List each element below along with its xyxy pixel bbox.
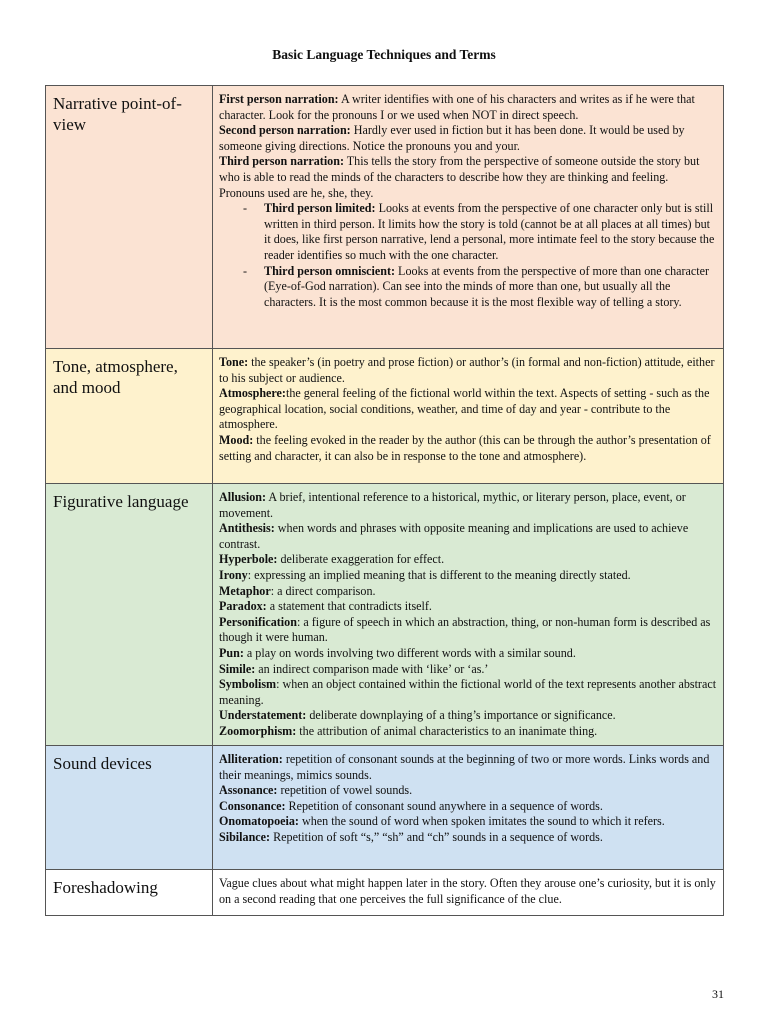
term-third-limited: Third person limited: [264, 201, 376, 216]
text-assonance: repetition of vowel sounds. [277, 783, 413, 798]
table-row-figurative [46, 484, 724, 746]
text-allusion: A brief, intentional reference to a historical, mythic, or literary person, place, event, or movement. [219, 490, 686, 520]
term-symbolism: Symbolism [219, 677, 277, 692]
term-third-person: Third person narration: [219, 154, 344, 169]
entry-paradox [219, 599, 717, 615]
entry-hyperbole [219, 552, 717, 568]
entry-onomatopoeia [219, 814, 717, 830]
text-pun: a play on words involving two different words with a similar sound. [243, 645, 576, 660]
category-narrative: Narrative point-of-view [46, 86, 213, 349]
text-hyperbole: deliberate exaggeration for effect. [277, 552, 445, 567]
definition-foreshadowing: Vague clues about what might happen later in the story. Often they arouse one’s curiosity, but it is only on a second reading that one perceives the full significance of the clue. [213, 870, 724, 916]
terms-table [45, 85, 724, 916]
text-paradox: a statement that contradicts itself. [266, 599, 432, 614]
entry-atmosphere [219, 386, 717, 433]
text-mood: the feeling evoked in the reader by the author (this can be through the author’s presentation of setting and character, it can also be in response to the tone and atmosphere). [219, 432, 711, 463]
text-third-limited: Looks at events from the perspective of one character only but is still written in third person. It limits how the story is told (cannot be at all places at all times) but it does, like first person narrative, lend a personal, more intimate feel to the story because the reader identifies so much with the one character. [264, 201, 715, 262]
table-row-sound [46, 746, 724, 870]
text-first-person: A writer identifies with one of his characters and writes as if he were that character. Look for the pronouns I or we used when NOT in direct speech. [219, 92, 695, 122]
term-atmosphere: Atmosphere: [219, 386, 286, 401]
page-title: Basic Language Techniques and Terms [272, 47, 496, 62]
term-assonance: Assonance: [219, 783, 278, 798]
text-atmosphere: the general feeling of the fictional world within the text. Aspects of setting - such as the geographical location, social conditions, weather, and time of day and year - contribute to the atmosphere. [219, 386, 710, 432]
term-understatement: Understatement: [219, 708, 307, 723]
term-third-omniscient: Third person omniscient: [264, 263, 396, 278]
table-row-tone [46, 349, 724, 484]
text-second-person: Hardly ever used in fiction but it has been done. It would be used by someone giving directions. Notice the pronouns you and your. [219, 123, 685, 153]
entry-consonance [219, 799, 717, 815]
category-tone: Tone, atmosphere, and mood [46, 349, 213, 484]
text-onomatopoeia: when the sound of word when spoken imitates the sound to which it refers. [298, 814, 665, 829]
term-antithesis: Antithesis: [219, 521, 275, 536]
term-second-person: Second person narration: [219, 123, 351, 138]
term-first-person: First person narration: [219, 92, 339, 106]
definition-tone [213, 349, 724, 484]
entry-irony [219, 568, 717, 584]
entry-simile [219, 662, 717, 678]
definition-figurative [213, 484, 724, 746]
term-onomatopoeia: Onomatopoeia: [219, 814, 299, 829]
term-hyperbole: Hyperbole: [219, 552, 278, 567]
entry-allusion [219, 490, 717, 521]
entry-tone [219, 355, 717, 386]
text-irony: : expressing an implied meaning that is different to the meaning directly stated. [247, 567, 631, 582]
text-third-person: This tells the story from the perspective of someone outside the story but who is able to read the minds of the characters to describe how they are thinking and feeling. Pronouns used are he, she, they. [219, 154, 700, 200]
entry-personification [219, 615, 717, 646]
term-sibilance: Sibilance: [219, 829, 271, 844]
text-simile: an indirect comparison made with ‘like’ or ‘as.’ [255, 661, 489, 676]
text-zoomorphism: the attribution of animal characteristics to an inanimate thing. [296, 723, 598, 738]
text-alliteration: repetition of consonant sounds at the beginning of two or more words. Links words and their meanings, mimics sounds. [219, 752, 710, 782]
term-personification: Personification [219, 614, 297, 629]
entry-metaphor [219, 584, 717, 600]
term-metaphor: Metaphor [219, 583, 271, 598]
text-antithesis: when words and phrases with opposite meaning and implications are used to achieve contrast. [219, 521, 689, 551]
category-sound: Sound devices [46, 746, 213, 870]
entry-understatement [219, 708, 717, 724]
text-consonance: Repetition of consonant sound anywhere in a sequence of words. [285, 798, 603, 813]
entry-symbolism [219, 677, 717, 708]
term-allusion: Allusion: [219, 490, 267, 504]
dash-bullet: - [243, 263, 248, 278]
term-irony: Irony [219, 567, 248, 582]
text-sibilance: Repetition of soft “s,” “sh” and “ch” sounds in a sequence of words. [270, 829, 603, 844]
page-number: 31 [712, 987, 724, 1001]
entry-first-person [219, 92, 717, 123]
entry-assonance [219, 783, 717, 799]
entry-pun [219, 646, 717, 662]
entry-third-person [219, 154, 717, 201]
definition-sound [213, 746, 724, 870]
term-simile: Simile: [219, 661, 256, 676]
text-personification: : a figure of speech in which an abstraction, thing, or non-human form is described as though it were human. [219, 614, 711, 645]
term-tone: Tone: [219, 355, 249, 369]
term-consonance: Consonance: [219, 798, 286, 813]
entry-second-person [219, 123, 717, 154]
third-person-sublist [219, 201, 717, 310]
text-symbolism: : when an object contained within the fictional world of the text represents another abstract meaning. [219, 677, 717, 707]
term-pun: Pun: [219, 645, 244, 660]
category-foreshadowing: Foreshadowing [46, 870, 213, 916]
category-figurative: Figurative language [46, 484, 213, 746]
list-item-third-omniscient [243, 264, 717, 311]
dash-bullet: - [243, 201, 248, 216]
entry-antithesis [219, 521, 717, 552]
list-item-third-limited [243, 201, 717, 263]
term-paradox: Paradox: [219, 599, 267, 614]
text-metaphor: : a direct comparison. [270, 583, 376, 598]
table-row-foreshadowing [46, 870, 724, 916]
entry-sibilance [219, 830, 717, 846]
table-row-narrative [46, 86, 724, 349]
term-alliteration: Alliteration: [219, 752, 283, 766]
term-zoomorphism: Zoomorphism: [219, 723, 297, 738]
entry-alliteration [219, 752, 717, 783]
text-understatement: deliberate downplaying of a thing’s importance or significance. [306, 708, 616, 723]
term-mood: Mood: [219, 432, 254, 447]
definition-narrative [213, 86, 724, 349]
entry-zoomorphism [219, 724, 717, 740]
text-tone: the speaker’s (in poetry and prose fiction) or author’s (in formal and non-fiction) attitude, either to his subject or audience. [219, 355, 715, 385]
text-third-omniscient: Looks at events from the perspective of more than one character (Eye-of-God narration). Can see into the minds of more than one, but usually all the characters. It is the most common because it is the most flexible way of telling a story. [264, 263, 710, 309]
entry-mood [219, 433, 717, 464]
